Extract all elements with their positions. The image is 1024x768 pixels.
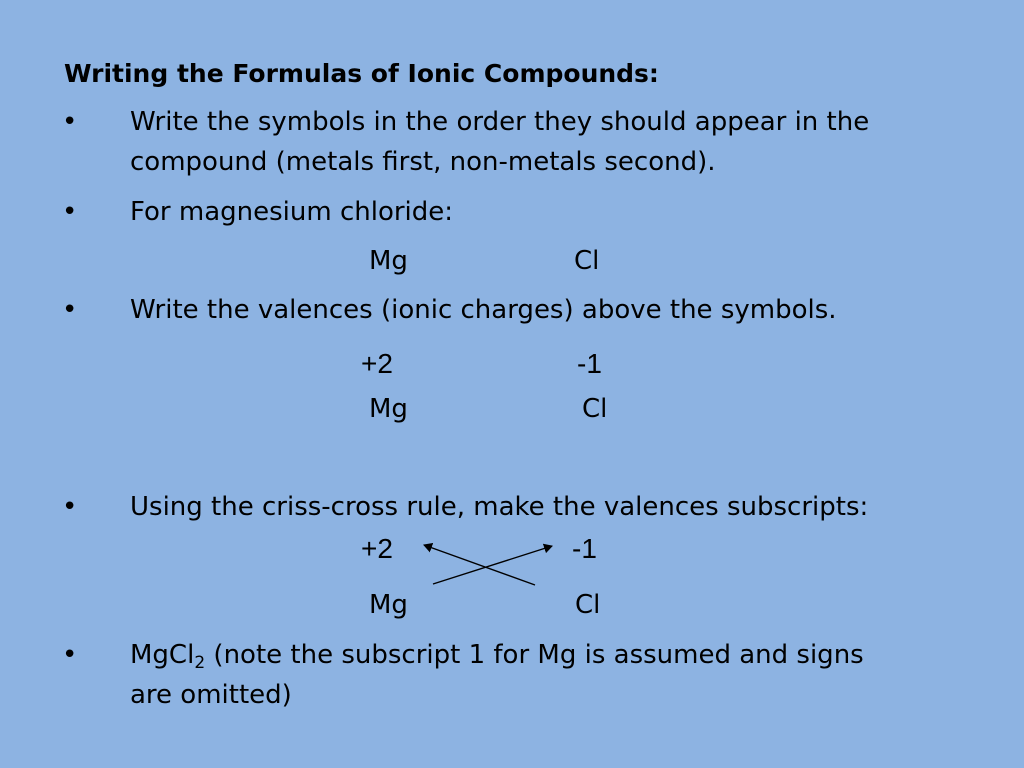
bullet-1-line-1: Write the symbols in the order they should appear in the bbox=[130, 107, 870, 137]
example-2-nonmetal-charge: -1 bbox=[577, 348, 602, 379]
bullet-2-text: For magnesium chloride: bbox=[130, 197, 454, 227]
arrow-to-nonmetal-position bbox=[433, 546, 552, 584]
bullet-5-note: (note the subscript 1 for Mg is assumed and signs bbox=[205, 640, 864, 670]
slide-title: Writing the Formulas of Ionic Compounds: bbox=[64, 59, 659, 88]
arrow-to-metal-position bbox=[424, 545, 535, 585]
bullet-5-line-1 bbox=[130, 639, 864, 671]
example-3-metal-symbol: Mg bbox=[369, 590, 408, 620]
example-2-nonmetal-symbol: Cl bbox=[582, 394, 608, 424]
example-3-nonmetal-symbol: Cl bbox=[575, 590, 601, 620]
example-1-nonmetal-symbol: Cl bbox=[574, 246, 600, 276]
bullet-4-text: Using the criss-cross rule, make the valences subscripts: bbox=[130, 492, 869, 522]
formula-main: MgCl bbox=[130, 640, 195, 670]
bullet-marker: • bbox=[62, 492, 78, 522]
bullet-3-text: Write the valences (ionic charges) above the symbols. bbox=[130, 295, 837, 325]
example-3-nonmetal-charge: -1 bbox=[572, 533, 597, 564]
example-2-metal-charge: +2 bbox=[361, 348, 393, 379]
bullet-marker: • bbox=[62, 640, 78, 670]
bullet-marker: • bbox=[62, 107, 78, 137]
example-3-metal-charge: +2 bbox=[361, 533, 393, 564]
bullet-marker: • bbox=[62, 295, 78, 325]
formula-subscript: 2 bbox=[194, 653, 206, 673]
bullet-1-line-2: compound (metals first, non-metals second). bbox=[130, 147, 716, 177]
example-2-metal-symbol: Mg bbox=[369, 394, 408, 424]
bullet-marker: • bbox=[62, 197, 78, 227]
bullet-5-line-2: are omitted) bbox=[130, 680, 292, 710]
example-1-metal-symbol: Mg bbox=[369, 246, 408, 276]
